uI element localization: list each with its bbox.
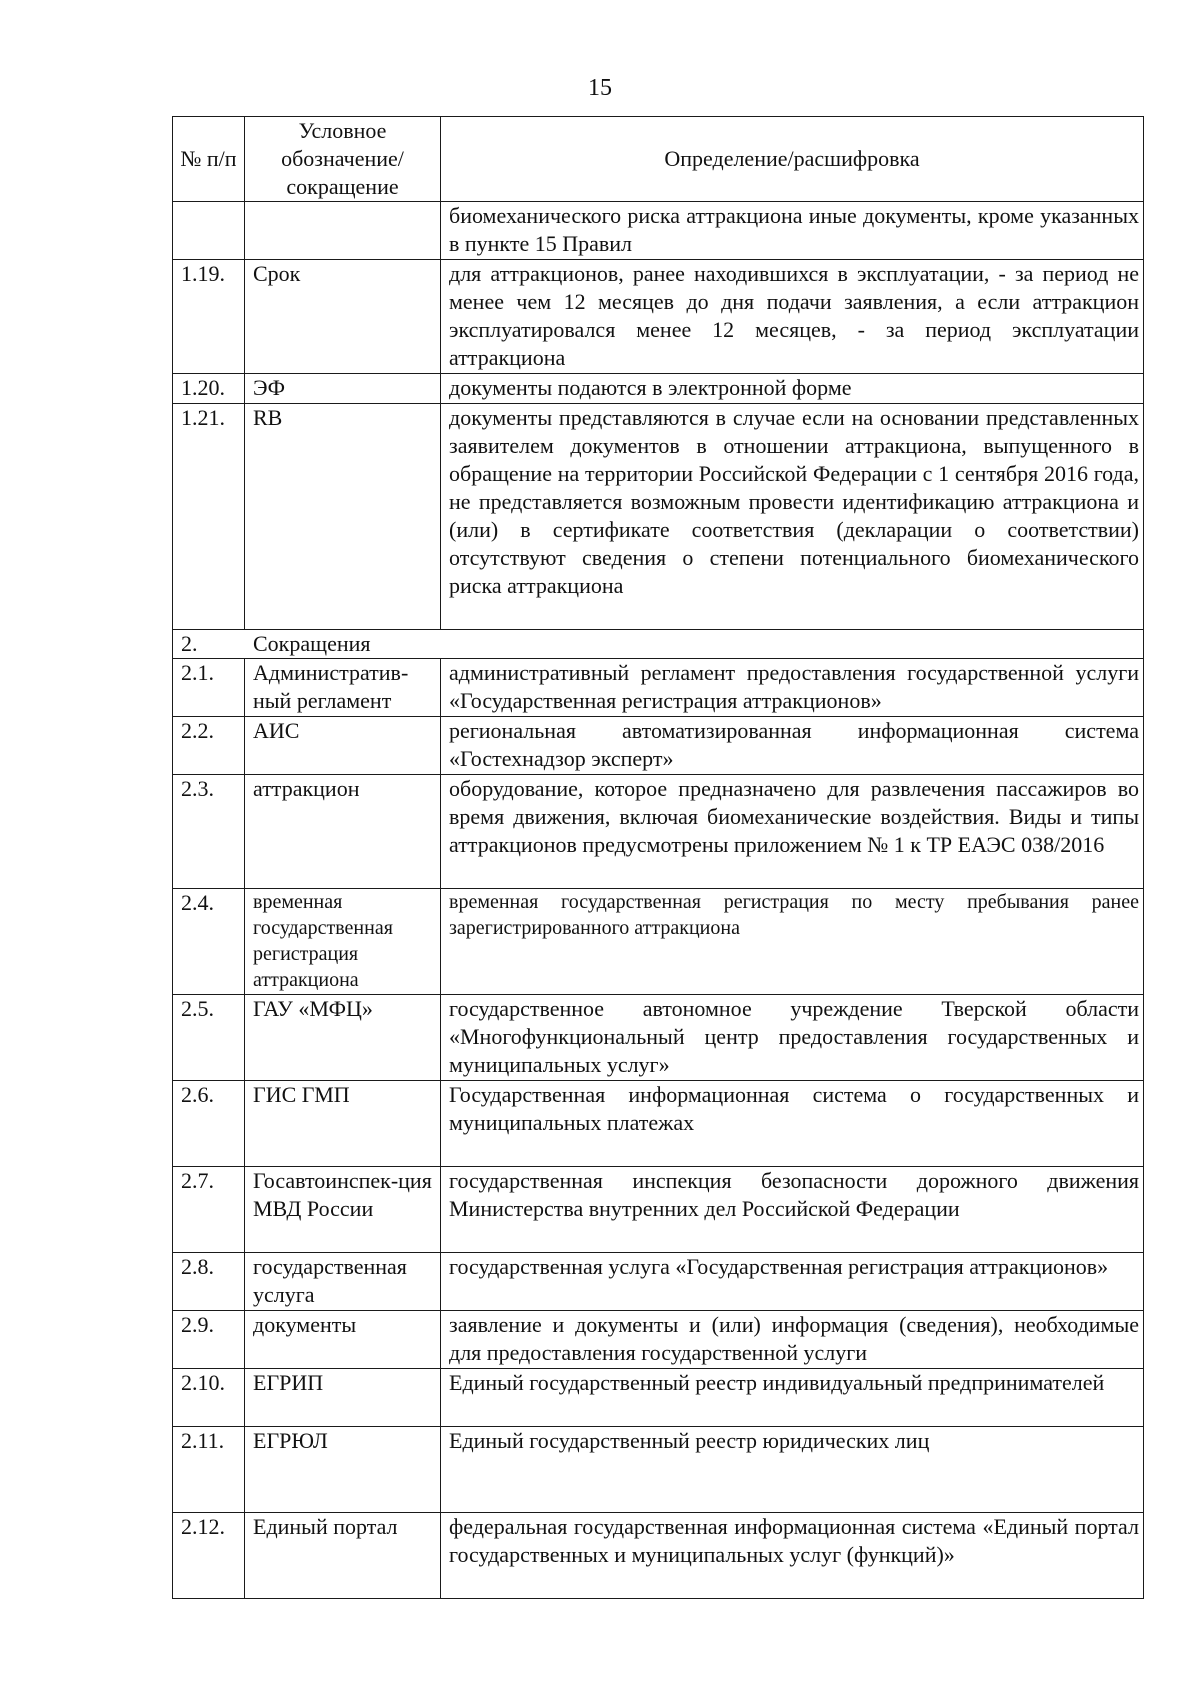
- table-row: [173, 889, 1144, 995]
- table-row: [173, 1311, 1144, 1369]
- row-definition: государственная услуга «Государственная регистрация аттракционов»: [441, 1253, 1144, 1311]
- row-abbreviation: Госавтоинспек-ция МВД России: [245, 1167, 441, 1253]
- header-num: № п/п: [173, 117, 245, 202]
- row-abbreviation: временная государственная регистрация аттракциона: [245, 889, 441, 995]
- row-number: 2.12.: [173, 1513, 245, 1599]
- section-title: Сокращения: [253, 631, 371, 656]
- table-row: [173, 1167, 1144, 1253]
- table-row: [173, 374, 1144, 404]
- table-row: [173, 775, 1144, 889]
- table-header-row: [173, 117, 1144, 202]
- row-abbreviation: государственная услуга: [245, 1253, 441, 1311]
- table-row: [173, 1253, 1144, 1311]
- row-number: 2.4.: [173, 889, 245, 995]
- page-number: 15: [588, 75, 612, 101]
- row-abbreviation: Административ-ный регламент: [245, 659, 441, 717]
- row-definition: государственное автономное учреждение Тверской области «Многофункциональный центр предоставления государственных и муниципальных услуг»: [441, 995, 1144, 1081]
- section-number: 2.: [181, 631, 198, 656]
- table-row: [173, 404, 1144, 630]
- row-number: 2.6.: [173, 1081, 245, 1167]
- row-definition: административный регламент предоставления государственной услуги «Государственная регистрация аттракционов»: [441, 659, 1144, 717]
- row-abbreviation: ЕГРЮЛ: [245, 1427, 441, 1513]
- row-definition: Единый государственный реестр индивидуальный предпринимателей: [441, 1369, 1144, 1427]
- row-definition: заявление и документы и (или) информация (сведения), необходимые для предоставления государственной услуги: [441, 1311, 1144, 1369]
- table-row: [173, 659, 1144, 717]
- row-number: 2.8.: [173, 1253, 245, 1311]
- row-number: 2.5.: [173, 995, 245, 1081]
- row-number: 2.11.: [173, 1427, 245, 1513]
- row-definition: документы подаются в электронной форме: [441, 374, 1144, 404]
- table-row: [173, 717, 1144, 775]
- header-abbreviation: Условное обозначение/ сокращение: [245, 117, 441, 202]
- row-definition: биомеханического риска аттракциона иные документы, кроме указанных в пункте 15 Правил: [441, 202, 1144, 260]
- row-definition: для аттракционов, ранее находившихся в эксплуатации, - за период не менее чем 12 месяцев до дня подачи заявления, а если аттракцион эксплуатировался менее 12 месяцев, - за период эксплуатации аттракциона: [441, 260, 1144, 374]
- definitions-table: [172, 116, 1144, 1599]
- row-abbreviation: документы: [245, 1311, 441, 1369]
- row-number: 2.7.: [173, 1167, 245, 1253]
- row-number: 1.19.: [173, 260, 245, 374]
- row-abbreviation: RB: [245, 404, 441, 630]
- table-row: [173, 260, 1144, 374]
- table-row: [173, 1513, 1144, 1599]
- row-number: 2.3.: [173, 775, 245, 889]
- row-abbreviation: аттракцион: [245, 775, 441, 889]
- row-number: 2.9.: [173, 1311, 245, 1369]
- row-definition: региональная автоматизированная информационная система «Гостехнадзор эксперт»: [441, 717, 1144, 775]
- row-number: 1.21.: [173, 404, 245, 630]
- row-definition: оборудование, которое предназначено для развлечения пассажиров во время движения, включая биомеханические воздействия. Виды и типы аттракционов предусмотрены приложением № 1 к ТР ЕАЭС 038/2016: [441, 775, 1144, 889]
- row-definition: Государственная информационная система о государственных и муниципальных платежах: [441, 1081, 1144, 1167]
- row-abbreviation: Единый портал: [245, 1513, 441, 1599]
- row-abbreviation: АИС: [245, 717, 441, 775]
- row-definition: документы представляются в случае если на основании представленных заявителем документов в отношении аттракциона, выпущенного в обращение на территории Российской Федерации с 1 сентября 2016 года, не представляется возможным провести идентификацию аттракциона и (или) в сертификате соответствия (декларации о соответствии) отсутствуют сведения о степени потенциального биомеханического риска аттракциона: [441, 404, 1144, 630]
- row-abbreviation: ГАУ «МФЦ»: [245, 995, 441, 1081]
- section-row: [173, 630, 1144, 659]
- row-number: 1.20.: [173, 374, 245, 404]
- table-row: [173, 202, 1144, 260]
- row-number: 2.10.: [173, 1369, 245, 1427]
- header-definition: Определение/расшифровка: [441, 117, 1144, 202]
- table-row: [173, 1427, 1144, 1513]
- row-abbreviation: Срок: [245, 260, 441, 374]
- table-row: [173, 1369, 1144, 1427]
- row-number: 2.2.: [173, 717, 245, 775]
- row-number: 2.1.: [173, 659, 245, 717]
- row-abbreviation: ГИС ГМП: [245, 1081, 441, 1167]
- row-abbreviation: [245, 202, 441, 260]
- row-abbreviation: ЭФ: [245, 374, 441, 404]
- row-definition: государственная инспекция безопасности дорожного движения Министерства внутренних дел Российской Федерации: [441, 1167, 1144, 1253]
- row-definition: федеральная государственная информационная система «Единый портал государственных и муниципальных услуг (функций)»: [441, 1513, 1144, 1599]
- row-abbreviation: ЕГРИП: [245, 1369, 441, 1427]
- section-heading: [173, 630, 1144, 659]
- row-definition: временная государственная регистрация по месту пребывания ранее зарегистрированного аттракциона: [441, 889, 1144, 995]
- table-row: [173, 995, 1144, 1081]
- row-number: [173, 202, 245, 260]
- table-row: [173, 1081, 1144, 1167]
- row-definition: Единый государственный реестр юридических лиц: [441, 1427, 1144, 1513]
